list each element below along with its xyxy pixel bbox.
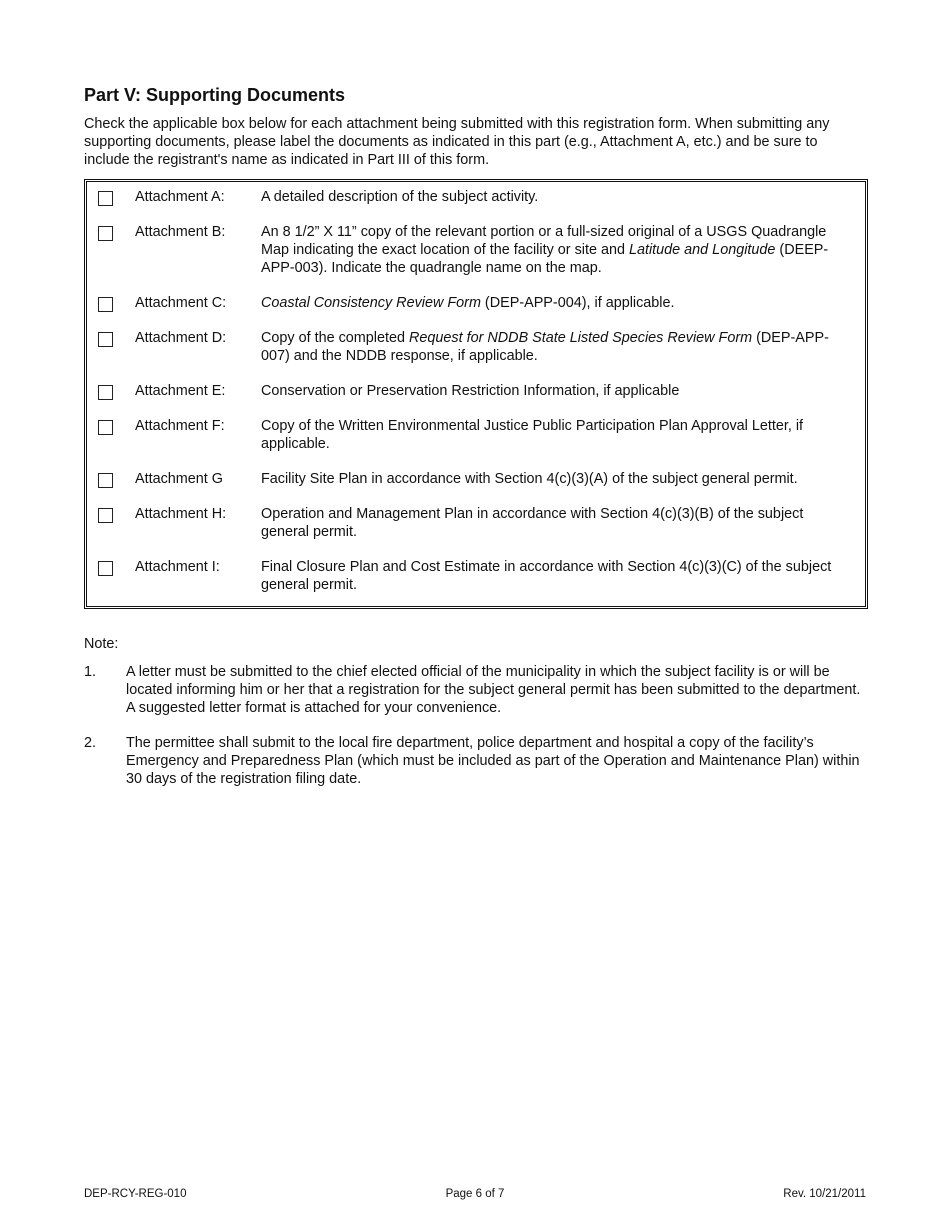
attachment-checkbox[interactable] bbox=[98, 508, 113, 523]
attachment-label: Attachment E: bbox=[135, 383, 226, 399]
checkbox-cell bbox=[87, 188, 135, 206]
attachment-label: Attachment C: bbox=[135, 295, 227, 311]
attachment-label: Attachment B: bbox=[135, 224, 226, 240]
attachment-description bbox=[261, 417, 865, 453]
note-text: A letter must be submitted to the chief elected official of the municipality in which the subject facility is or will be located informing him or her that a registration for the subject general permit has been submitted to the department. A suggested letter format is attached for your convenience. bbox=[126, 664, 861, 716]
attachment-row bbox=[87, 470, 865, 488]
attachment-description bbox=[261, 329, 865, 365]
checkbox-cell bbox=[87, 558, 135, 576]
attachment-row bbox=[87, 558, 865, 594]
footer-revision: Rev. 10/21/2011 bbox=[783, 1188, 866, 1200]
attachment-label: Attachment I: bbox=[135, 559, 220, 575]
description-text: (DEP-APP-007) and the NDDB response, if applicable. bbox=[261, 330, 829, 364]
attachments-box bbox=[84, 179, 868, 609]
attachment-row bbox=[87, 294, 865, 312]
attachment-row bbox=[87, 417, 865, 453]
attachment-checkbox[interactable] bbox=[98, 191, 113, 206]
checkbox-cell bbox=[87, 470, 135, 488]
footer-form-id: DEP-RCY-REG-010 bbox=[84, 1188, 187, 1200]
description-text: Conservation or Preservation Restriction Information, if applicable bbox=[261, 383, 680, 399]
description-text: An 8 1/2” X 11” copy of the relevant portion or a full-sized original of a USGS Quadrangle Map indicating the exact location of the facility or site and bbox=[261, 224, 827, 258]
description-text: A detailed description of the subject activity. bbox=[261, 189, 539, 205]
attachment-description bbox=[261, 470, 865, 488]
checkbox-cell bbox=[87, 505, 135, 523]
description-text: Copy of the Written Environmental Justice Public Participation Plan Approval Letter, if applicable. bbox=[261, 418, 804, 452]
form-title-italic: Request for NDDB State Listed Species Review Form bbox=[409, 330, 753, 346]
attachment-label: Attachment A: bbox=[135, 189, 225, 205]
note-title: Note: bbox=[84, 636, 119, 652]
section-intro: Check the applicable box below for each attachment being submitted with this registration form. When submitting any supporting documents, please label the documents as indicated in this part (e.g., Attachment A, etc.) and be sure to include the registrant's name as indicated in Part III of this form. bbox=[84, 116, 830, 168]
page-footer bbox=[84, 1187, 866, 1201]
checkbox-cell bbox=[87, 294, 135, 312]
attachment-description bbox=[261, 188, 865, 206]
form-title-italic: Latitude and Longitude bbox=[628, 242, 776, 258]
description-text: (DEP-APP-004), if applicable. bbox=[480, 295, 675, 311]
description-text: Facility Site Plan in accordance with Section 4(c)(3)(A) of the subject general permit. bbox=[261, 471, 798, 487]
description-text: (DEEP-APP-003). Indicate the quadrangle name on the map. bbox=[261, 242, 829, 276]
attachment-description bbox=[261, 294, 865, 312]
attachment-row bbox=[87, 505, 865, 541]
note-text: The permittee shall submit to the local fire department, police department and hospital a copy of the facility’s Emergency and Preparedness Plan (which must be included as part of the Operation and Maintenance Plan) within 30 days of the registration filing date. bbox=[126, 735, 860, 787]
note-number: 1. bbox=[84, 664, 97, 680]
attachment-checkbox[interactable] bbox=[98, 561, 113, 576]
note-item bbox=[84, 663, 866, 717]
attachment-checkbox[interactable] bbox=[98, 420, 113, 435]
attachment-checkbox[interactable] bbox=[98, 332, 113, 347]
attachment-row bbox=[87, 329, 865, 365]
note-number: 2. bbox=[84, 735, 97, 751]
attachment-checkbox[interactable] bbox=[98, 385, 113, 400]
attachment-description bbox=[261, 223, 865, 277]
checkbox-cell bbox=[87, 329, 135, 347]
attachment-row bbox=[87, 382, 865, 400]
description-text: Final Closure Plan and Cost Estimate in accordance with Section 4(c)(3)(C) of the subject general permit. bbox=[261, 559, 832, 593]
checkbox-cell bbox=[87, 382, 135, 400]
footer-page-number: Page 6 of 7 bbox=[445, 1188, 505, 1200]
attachment-label: Attachment H: bbox=[135, 506, 227, 522]
form-title-italic: Coastal Consistency Review Form bbox=[261, 295, 481, 311]
attachment-description bbox=[261, 382, 865, 400]
page-content bbox=[84, 84, 866, 805]
attachment-label: Attachment G bbox=[135, 471, 223, 487]
attachment-checkbox[interactable] bbox=[98, 473, 113, 488]
description-text: Copy of the completed bbox=[261, 330, 409, 346]
attachment-label: Attachment D: bbox=[135, 330, 227, 346]
attachment-description bbox=[261, 505, 865, 541]
attachment-checkbox[interactable] bbox=[98, 297, 113, 312]
checkbox-cell bbox=[87, 223, 135, 241]
notes-list bbox=[84, 663, 866, 788]
attachment-row bbox=[87, 188, 865, 206]
checkbox-cell bbox=[87, 417, 135, 435]
attachment-description bbox=[261, 558, 865, 594]
attachment-row bbox=[87, 223, 865, 277]
attachment-checkbox[interactable] bbox=[98, 226, 113, 241]
note-item bbox=[84, 734, 866, 788]
attachment-label: Attachment F: bbox=[135, 418, 225, 434]
description-text: Operation and Management Plan in accordance with Section 4(c)(3)(B) of the subject general permit. bbox=[261, 506, 804, 540]
section-heading: Part V: Supporting Documents bbox=[84, 85, 346, 105]
